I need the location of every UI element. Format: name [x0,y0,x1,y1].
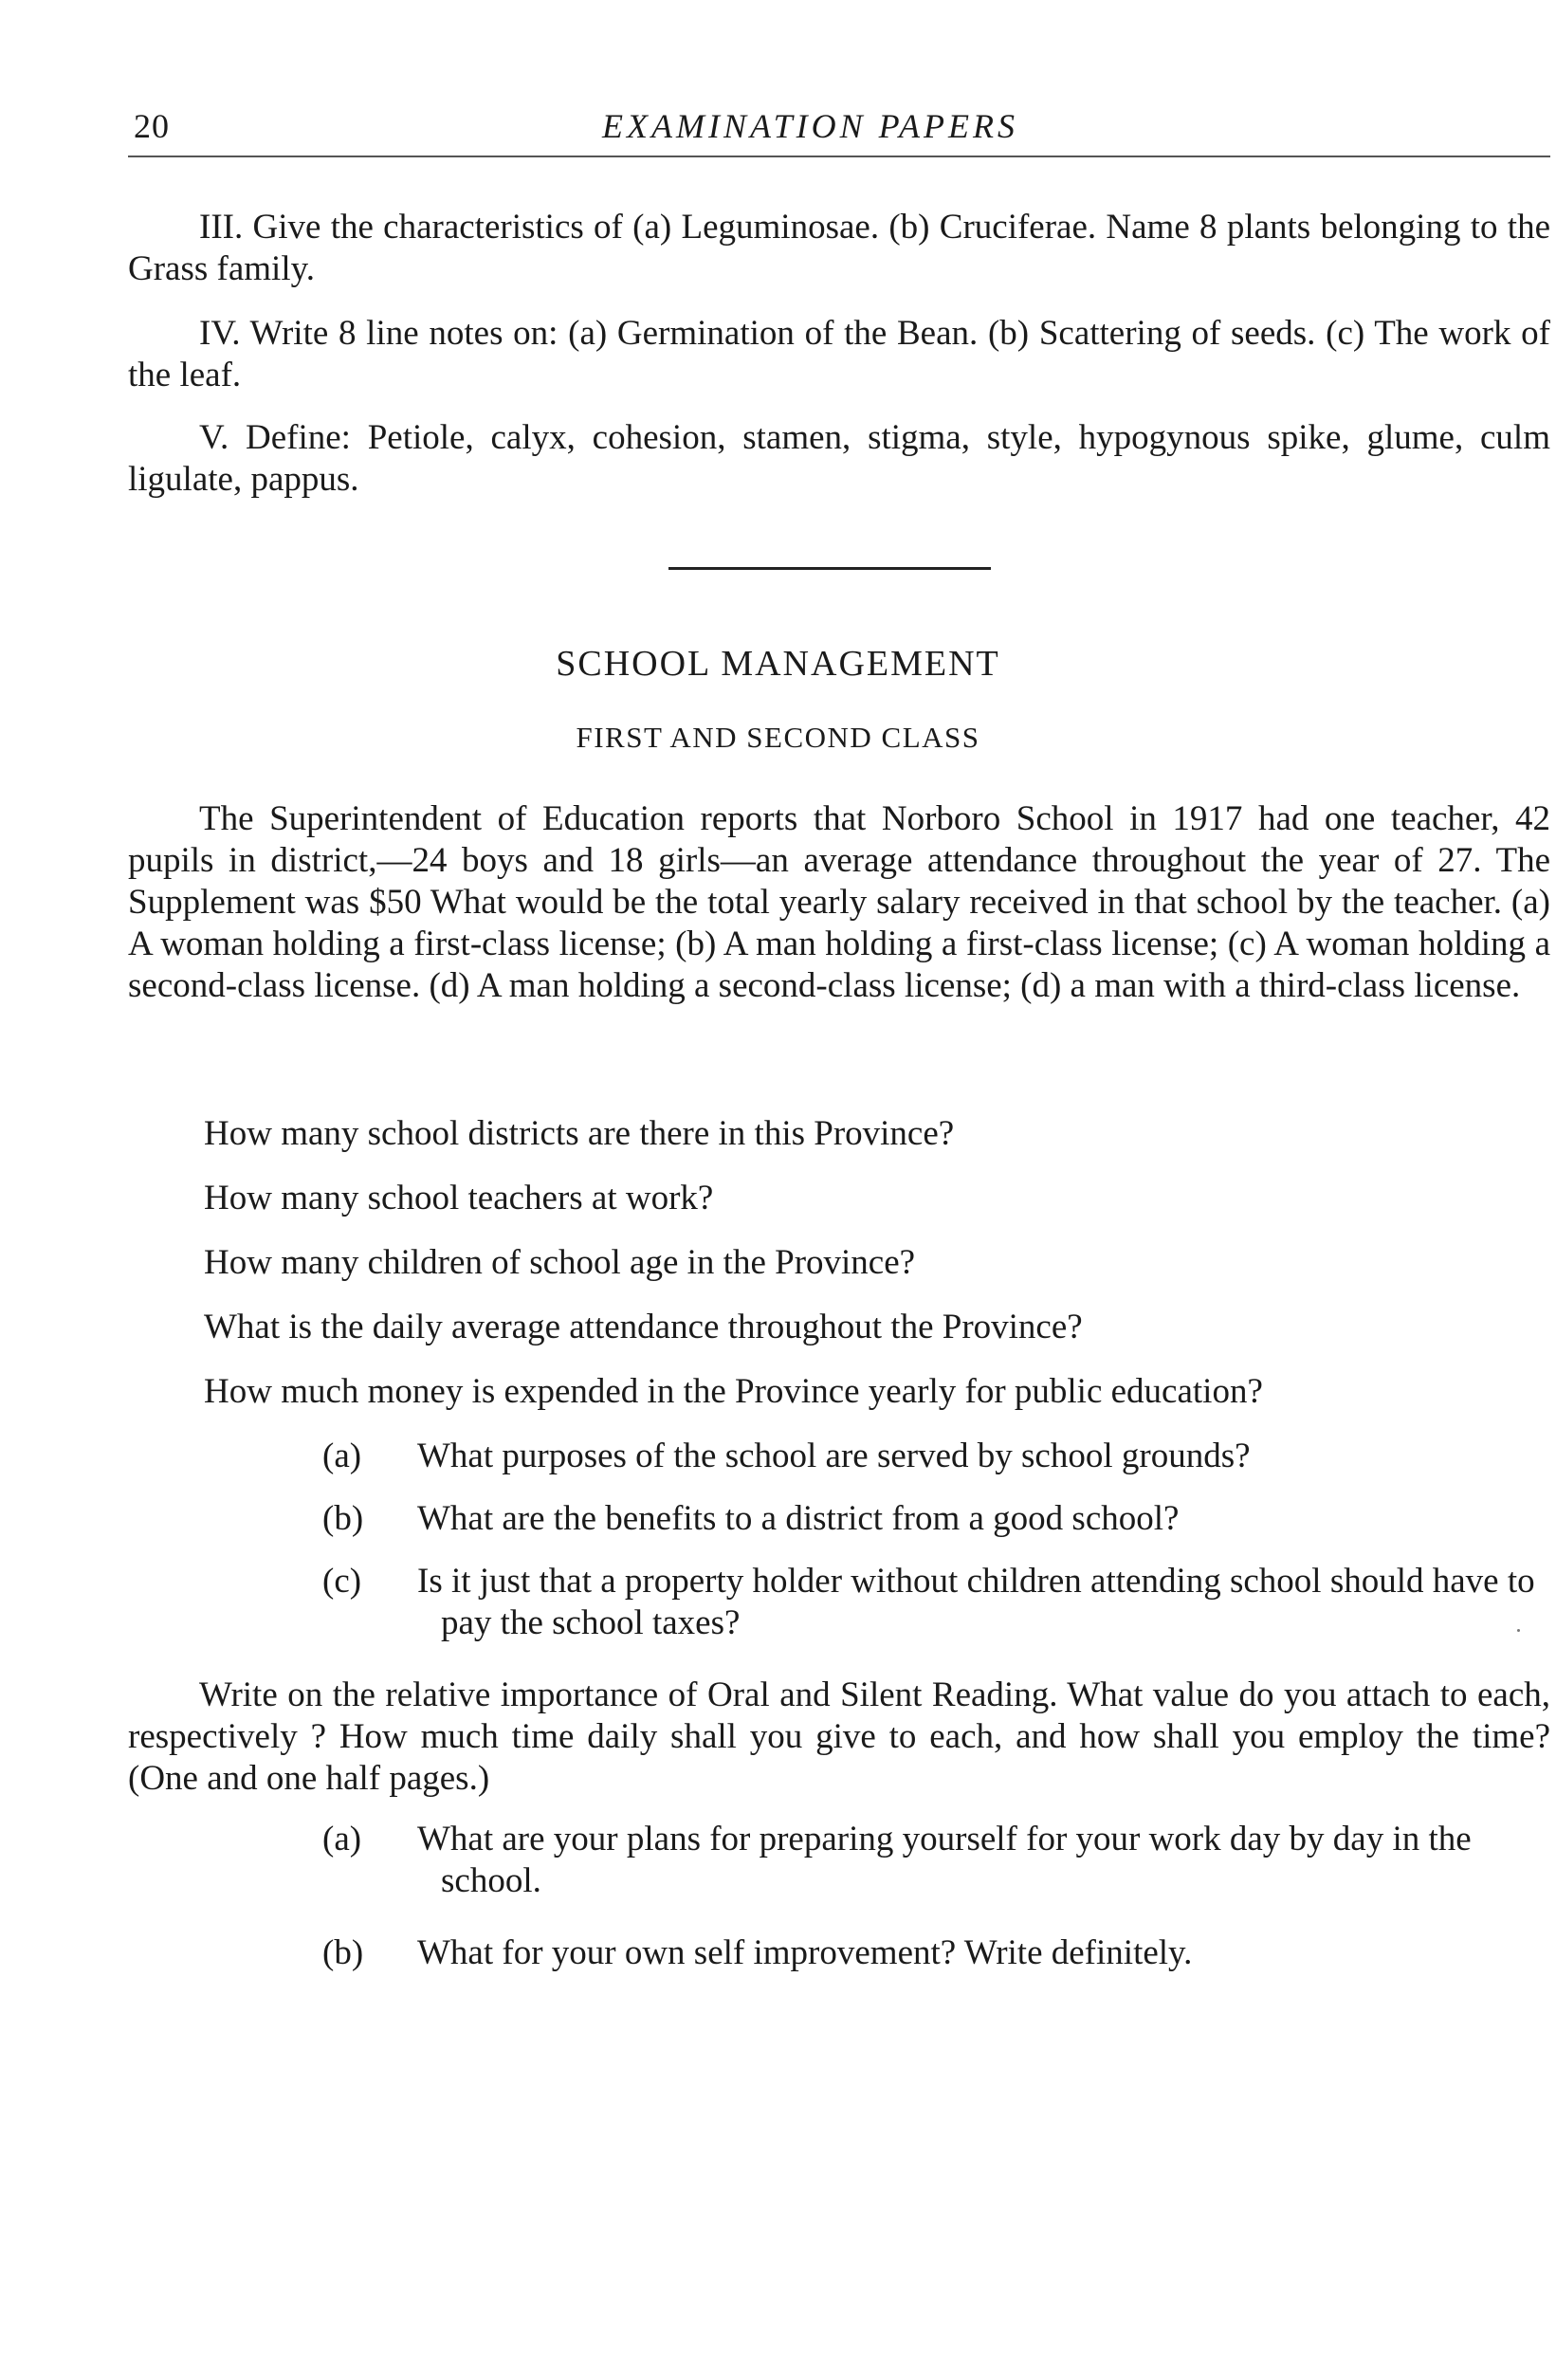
item-marker: (b) [322,1499,364,1538]
school-grounds-item-b [322,1498,1555,1540]
print-speck [1517,1629,1520,1632]
item-marker: (c) [322,1562,362,1601]
intro-paragraph: The Superintendent of Education reports that Norboro School in 1917 had one teacher, 42 pupils in district,—24 boys and 18 girls—an average attendance throughout the year of 27. The Supplement was $50 What would be the total yearly salary received in that school by the teacher. (a) A woman holding a first-class license; (b) A man holding a first-class license; (c) A woman holding a second-class license. (d) A man holding a second-class license; (d) a man with a third-class license. [128,799,1550,1005]
botany-question-iii: III. Give the characteristics of (a) Leguminosae. (b) Cruciferae. Name 8 plants belonging to the Grass family. [128,208,1550,288]
school-grounds-item-a [322,1436,1555,1477]
section-title: SCHOOL MANAGEMENT [556,644,1000,684]
improvement-item-b [322,1932,1555,1974]
item-text: Is it just that a property holder without children attending school should have to pay the school taxes? [417,1562,1535,1642]
section-divider [668,567,991,570]
header-rule [128,156,1550,157]
province-question: How many school districts are there in this Province? [204,1114,955,1153]
item-marker: (a) [322,1437,362,1475]
item-text: What are your plans for preparing yourself for your work day by day in the school. [417,1820,1472,1900]
item-marker: (a) [322,1820,362,1858]
botany-question-v: V. Define: Petiole, calyx, cohesion, stamen, stigma, style, hypogynous spike, glume, culm ligulate, pappus. [128,418,1550,499]
item-text: What are the benefits to a district from a good school? [417,1499,1180,1538]
page-number: 20 [134,107,170,145]
province-question: How many school teachers at work? [204,1179,714,1217]
improvement-item-a [322,1819,1555,1902]
botany-question-iv: IV. Write 8 line notes on: (a) Germination of the Bean. (b) Scattering of seeds. (c) The work of the leaf. [128,314,1550,394]
province-question: How much money is expended in the Province yearly for public education? [204,1372,1263,1411]
running-head: EXAMINATION PAPERS [602,107,1018,145]
school-grounds-item-c [322,1561,1555,1644]
item-text: What for your own self improvement? Write definitely. [417,1933,1193,1972]
province-question: How many children of school age in the Province? [204,1243,916,1282]
item-text: What purposes of the school are served by school grounds? [417,1437,1251,1475]
page-header [128,106,1550,154]
section-subtitle: FIRST AND SECOND CLASS [576,721,980,754]
reading-paragraph: Write on the relative importance of Oral and Silent Reading. What value do you attach to each, respectively ? How much time daily shall you give to each, and how shall you employ the time? (One and one half pages.) [128,1675,1550,1798]
item-marker: (b) [322,1933,364,1972]
province-question: What is the daily average attendance throughout the Province? [204,1308,1083,1346]
